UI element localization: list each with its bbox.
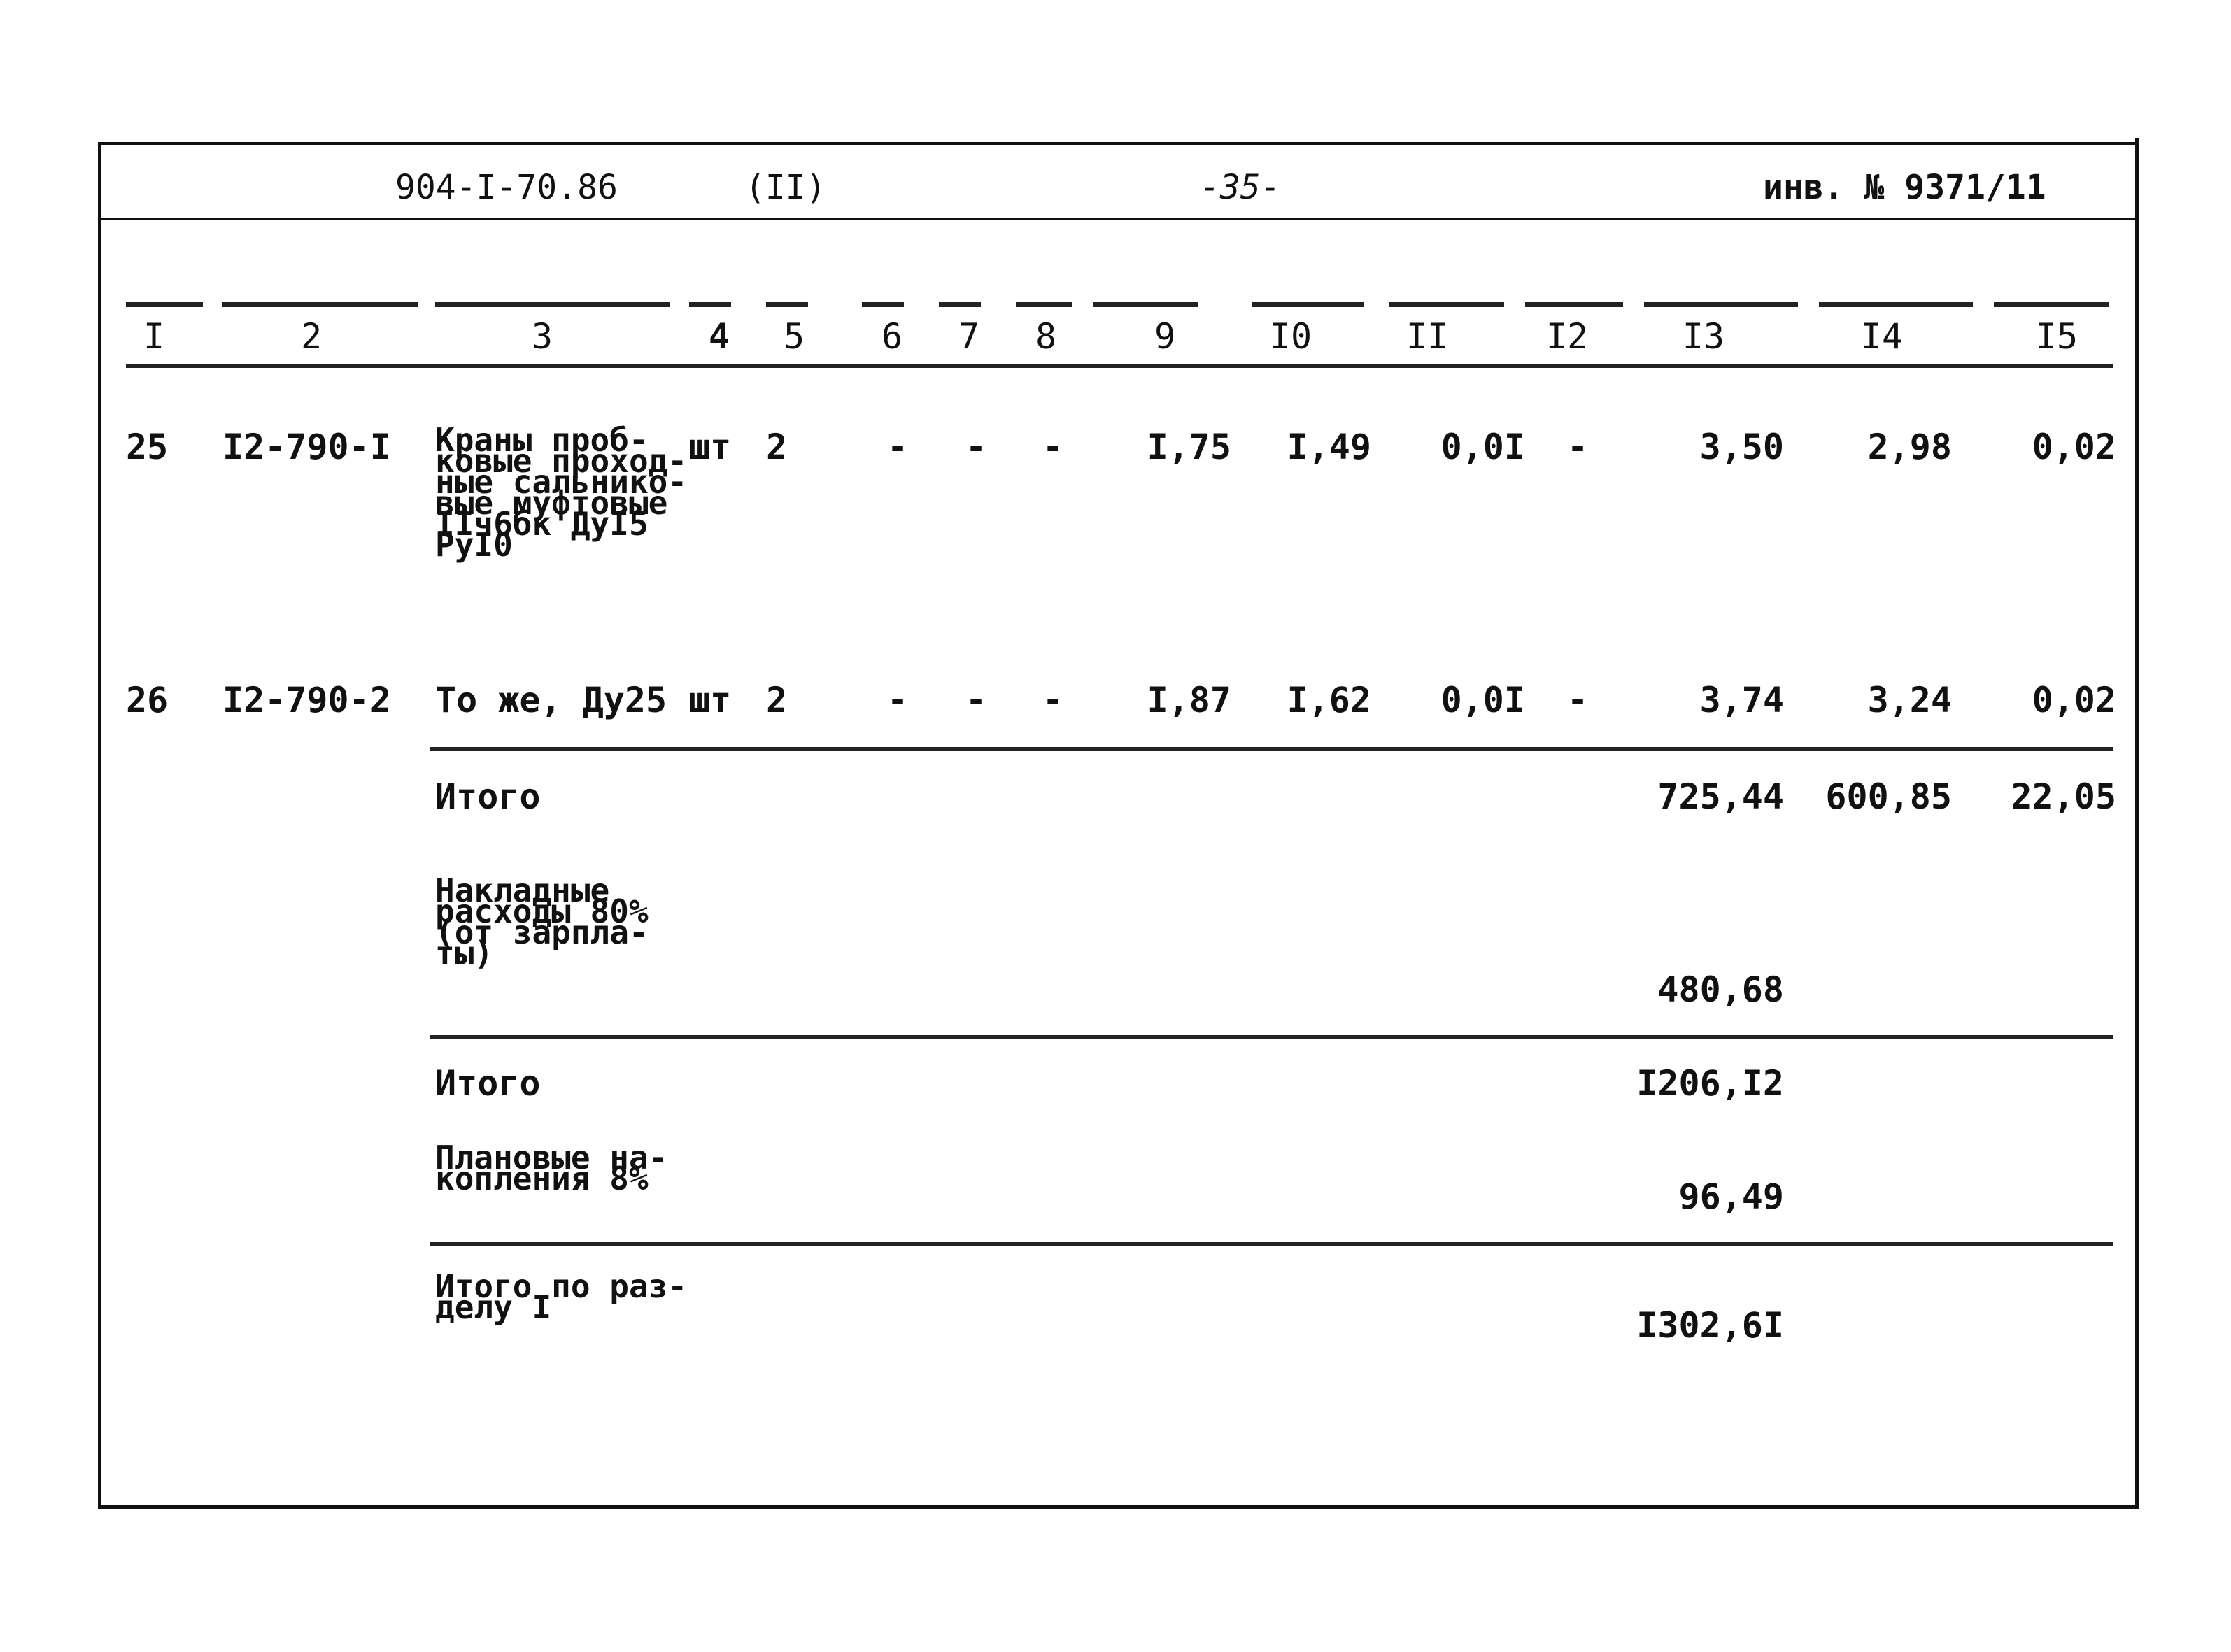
col-rule-dash	[1093, 302, 1198, 307]
overhead-label: Накладные расходы 80% (от зарпла- ты)	[435, 871, 649, 972]
row-c12: -	[1567, 680, 1589, 720]
column-numbers-rule	[126, 364, 2113, 368]
planned-savings-label: Плановые на- копления 8%	[435, 1139, 668, 1197]
row-c6: -	[887, 680, 909, 720]
overhead-c13: 480,68	[1657, 969, 1784, 1010]
col-rule-dash	[1644, 302, 1798, 307]
row-c12: -	[1567, 427, 1589, 467]
column-number: I	[143, 316, 165, 357]
total-label: Итого	[435, 1063, 541, 1104]
col-rule-dash	[1525, 302, 1623, 307]
column-number: 7	[958, 316, 980, 357]
row-code: I2-790-I	[222, 427, 391, 467]
row-number: 25	[126, 427, 169, 467]
column-number: 3	[531, 316, 553, 357]
section-number: (II)	[745, 168, 826, 207]
column-number: II	[1405, 316, 1449, 357]
subtotal-rule	[430, 1242, 2113, 1246]
col-rule-dash	[435, 302, 670, 307]
frame-left-border	[98, 143, 101, 1507]
column-number: I3	[1682, 316, 1725, 357]
col-rule-dash	[1252, 302, 1364, 307]
total-label: Итого	[435, 776, 541, 817]
subtotal-rule	[430, 1035, 2113, 1039]
row-c10: I,62	[1287, 680, 1371, 720]
row-c8: -	[1042, 427, 1064, 467]
col-rule-dash	[1994, 302, 2109, 307]
frame-top-border	[98, 142, 2139, 145]
row-qty: 2	[766, 680, 788, 720]
col-rule-dash	[1819, 302, 1973, 307]
row-c10: I,49	[1287, 427, 1371, 467]
column-number: I5	[2035, 316, 2078, 357]
doc-code: 904-I-70.86	[395, 168, 618, 207]
total-c15: 22,05	[2011, 776, 2116, 817]
col-rule-dash	[862, 302, 904, 307]
section-total-c13: I302,6I	[1636, 1305, 1784, 1346]
section-total-label: Итого по раз- делу I	[435, 1267, 688, 1326]
row-description: Краны проб- ковые проход- ные сальнико- вые муфтовые IIч6бк ДуI5 РуI0	[435, 421, 688, 564]
frame-bottom-border	[98, 1505, 2139, 1509]
frame-right-border	[2135, 138, 2139, 1508]
row-c9: I,75	[1147, 427, 1231, 467]
column-number: I4	[1860, 316, 1904, 357]
col-rule-dash	[766, 302, 808, 307]
inventory-number: инв. № 9371/11	[1763, 168, 2046, 207]
column-number: I2	[1545, 316, 1589, 357]
col-rule-dash	[1389, 302, 1504, 307]
row-c6: -	[887, 427, 909, 467]
row-c14: 2,98	[1867, 427, 1952, 467]
row-c7: -	[965, 427, 987, 467]
planned-savings-c13: 96,49	[1678, 1176, 1784, 1217]
subtotal-rule	[430, 747, 2113, 751]
col-rule-dash	[222, 302, 418, 307]
column-number: 4	[708, 316, 730, 357]
column-number: 9	[1154, 316, 1176, 357]
row-unit: шт	[689, 427, 732, 467]
row-c11: 0,0I	[1440, 427, 1525, 467]
row-description: То же, Ду25	[435, 680, 667, 720]
col-rule-dash	[1016, 302, 1072, 307]
row-c15: 0,02	[2032, 427, 2116, 467]
col-rule-dash	[689, 302, 731, 307]
total-c13: I206,I2	[1636, 1063, 1784, 1104]
column-number: I0	[1269, 316, 1312, 357]
page-number: -35-	[1200, 168, 1281, 207]
row-code: I2-790-2	[222, 680, 391, 720]
row-number: 26	[126, 680, 169, 720]
row-c13: 3,74	[1699, 680, 1784, 720]
row-c13: 3,50	[1699, 427, 1784, 467]
col-rule-dash	[939, 302, 981, 307]
row-unit: шт	[689, 680, 732, 720]
row-c11: 0,0I	[1440, 680, 1525, 720]
column-number: 5	[783, 316, 805, 357]
row-qty: 2	[766, 427, 788, 467]
row-c7: -	[965, 680, 987, 720]
column-number: 8	[1035, 316, 1057, 357]
row-c14: 3,24	[1867, 680, 1952, 720]
total-c14: 600,85	[1825, 776, 1952, 817]
row-c9: I,87	[1147, 680, 1231, 720]
total-c13: 725,44	[1657, 776, 1784, 817]
column-number: 2	[300, 316, 323, 357]
column-number: 6	[881, 316, 903, 357]
header-rule	[101, 218, 2137, 220]
row-c8: -	[1042, 680, 1064, 720]
row-c15: 0,02	[2032, 680, 2116, 720]
col-rule-dash	[126, 302, 203, 307]
